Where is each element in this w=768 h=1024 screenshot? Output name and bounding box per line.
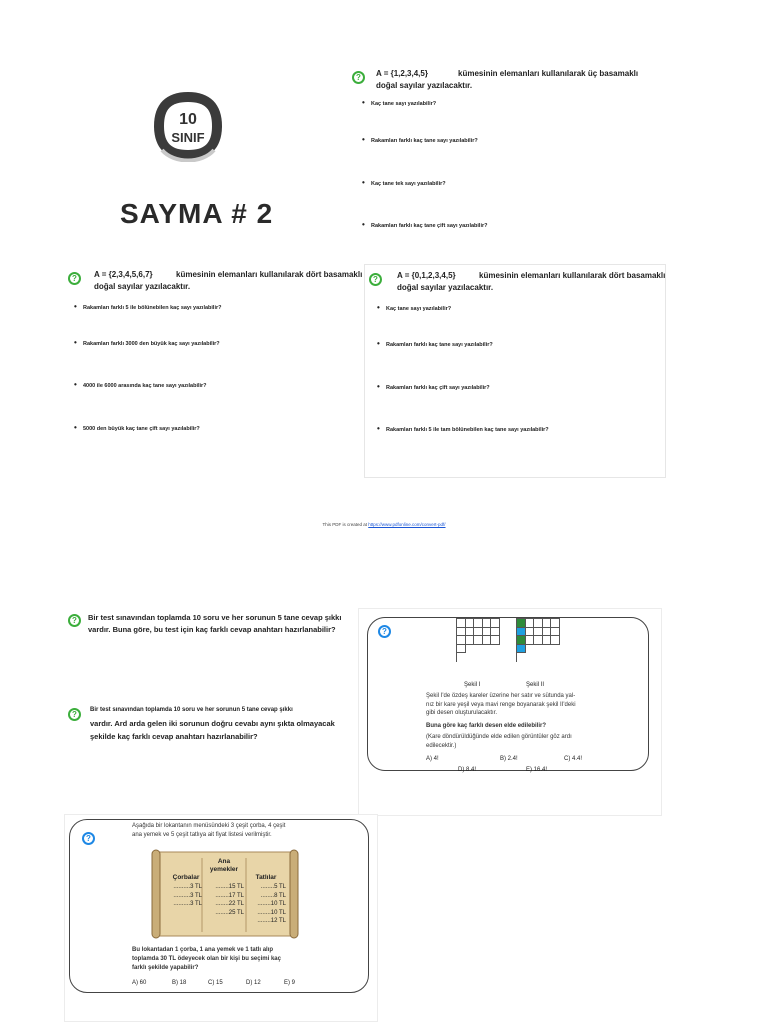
choice-b[interactable]: B) 18 <box>172 980 187 986</box>
desc-line-1: kümesinin elemanları kullanılarak dört basamaklı <box>479 271 666 280</box>
question-icon: ? <box>82 832 95 845</box>
set-description <box>94 269 363 293</box>
set-definition: A = {1,2,3,4,5} <box>376 69 428 78</box>
question-7-card <box>69 819 369 993</box>
list-item: • Rakamları farklı 3000 den büyük kaç sayı yazılabilir? <box>74 338 220 347</box>
desc-line-1: kümesinin elemanları kullanılarak üç basamaklı <box>458 69 639 78</box>
figure-2-label: Şekil II <box>526 682 545 688</box>
grid-figure-1 <box>456 618 500 662</box>
q6-text-line-2: nız bir kare yeşil veya mavi renge boyanarak şekil II'deki <box>426 701 576 708</box>
desc-line-1: kümesinin elemanları kullanılarak dört basamaklı <box>176 270 363 279</box>
choice-a[interactable]: A) 60 <box>132 980 147 986</box>
question-7-intro <box>132 822 285 839</box>
q7-line-3: farklı şekilde yapabilir? <box>132 965 199 971</box>
badge-number: 10 <box>179 111 197 128</box>
list-item: • 4000 ile 6000 arasında kaç tane sayı yazılabilir? <box>74 380 207 389</box>
q6-text-line-1: Şekil I'de özdeş kareler üzerine her satır ve sütunda yal- <box>426 693 576 699</box>
list-item: • Rakamları farklı 5 ile bölünebilen kaç sayı yazılabilir? <box>74 302 221 311</box>
question-3-panel <box>364 264 666 478</box>
list-item: • Kaç tane tek sayı yazılabilir? <box>362 178 446 187</box>
price-item: ........8 TL <box>260 892 286 899</box>
price-item: ..........3 TL <box>173 884 202 890</box>
question-6-prompt: Buna göre kaç farklı desen elde edilebilir? <box>426 723 547 729</box>
col-head-mains-1: Ana <box>217 858 231 865</box>
list-item: • Rakamları farklı kaç tane çift sayı yazılabilir? <box>362 220 487 229</box>
cover-panel <box>64 68 347 250</box>
choice-c[interactable]: C) 15 <box>208 980 223 986</box>
col-mains <box>204 883 244 917</box>
list-item: • Rakamları farklı 5 ile tam bölünebilen kaç tane sayı yazılabilir? <box>377 424 549 433</box>
price-item: ........25 TL <box>215 909 244 916</box>
choice-d[interactable]: D) 8.4! <box>458 767 477 773</box>
list-item: • Kaç tane sayı yazılabilir? <box>362 98 436 107</box>
list-item: • 5000 den büyük kaç tane çift sayı yazılabilir? <box>74 423 200 432</box>
col-soups <box>162 883 202 909</box>
question-6-outer <box>358 608 662 816</box>
figure-1-label: Şekil I <box>464 682 481 688</box>
col-desserts <box>246 883 286 926</box>
choice-e[interactable]: E) 9 <box>284 980 296 986</box>
grid-figure-2 <box>516 618 560 662</box>
question-icon: ? <box>68 272 81 285</box>
col-head-mains-2: yemekler <box>209 866 239 873</box>
price-item: ........17 TL <box>215 892 244 899</box>
price-item: ........10 TL <box>257 909 286 916</box>
badge-word: SINIF <box>171 130 205 145</box>
price-item: ........10 TL <box>257 901 286 907</box>
desc-line-2: doğal sayılar yazılacaktır. <box>376 81 473 90</box>
question-5-text <box>90 702 335 743</box>
q7-line-2: toplamda 30 TL ödeyecek olan bir kişi bu seçimi kaç <box>132 956 281 962</box>
q7-intro-line-2: ana yemek ve 5 çeşit tatlıya ait fiyat listesi verilmiştir. <box>132 831 272 838</box>
question-6-text <box>426 692 576 718</box>
price-item: ........22 TL <box>215 901 244 907</box>
set-description <box>397 270 666 294</box>
choice-e[interactable]: E) 16.4! <box>526 767 548 773</box>
question-icon: ? <box>68 614 81 627</box>
question-7-prompt <box>132 946 281 973</box>
question-4-panel <box>64 606 356 806</box>
q7-line-1: Bu lokantadan 1 çorba, 1 ana yemek ve 1 tatlı alıp <box>132 947 274 953</box>
list-item: • Rakamları farklı kaç tane sayı yazılabilir? <box>362 135 478 144</box>
choice-d[interactable]: D) 12 <box>246 980 261 986</box>
price-item: ........15 TL <box>215 884 244 890</box>
desc-line-2: doğal sayılar yazılacaktır. <box>397 283 494 292</box>
question-2-panel <box>64 264 364 474</box>
choice-c[interactable]: C) 4.4! <box>564 756 583 762</box>
question-icon: ? <box>68 708 81 721</box>
set-definition: A = {2,3,4,5,6,7} <box>94 270 153 279</box>
desc-line-2: doğal sayılar yazılacaktır. <box>94 282 191 291</box>
price-item: ........5 TL <box>260 884 286 890</box>
cover-title: SAYMA # 2 <box>120 198 274 229</box>
list-item: • Rakamları farklı kaç çift sayı yazılabilir? <box>377 382 490 391</box>
q5-line-1: Bir test sınavından toplamda 10 soru ve her sorunun 5 tane cevap şıkkı <box>90 707 293 713</box>
col-head-mains <box>204 858 244 874</box>
q6-text-line-3: gibi desen oluşturulacaktır. <box>426 710 498 716</box>
question-1-panel <box>348 66 658 246</box>
question-icon: ? <box>352 71 365 84</box>
question-icon: ? <box>378 625 391 638</box>
q5-line-3: şekilde kaç farklı cevap anahtarı hazırlanabilir? <box>90 732 258 741</box>
list-item: • Kaç tane sayı yazılabilir? <box>377 303 451 312</box>
q4-line-1: Bir test sınavından toplamda 10 soru ve her sorunun 5 tane cevap şıkkı <box>88 613 342 622</box>
list-item: • Rakamları farklı kaç tane sayı yazılabilir? <box>377 339 493 348</box>
question-6-note <box>426 733 572 750</box>
question-6-card <box>367 617 649 771</box>
footer-link[interactable]: https://www.pdfonline.com/convert-pdf/ <box>368 522 446 527</box>
question-4-text <box>88 612 341 636</box>
price-item: ........12 TL <box>257 918 286 924</box>
q6-note-line-1: (Kare döndürüldüğünde elde edilen görüntüler göz ardı <box>426 734 572 740</box>
col-head-desserts: Tatlılar <box>255 874 277 881</box>
q4-line-2: vardır. Buna göre, bu test için kaç farklı cevap anahtarı hazırlanabilir? <box>88 625 336 634</box>
price-item: ..........3 TL <box>173 892 202 899</box>
choice-b[interactable]: B) 2.4! <box>500 756 518 762</box>
q5-line-2: vardır. Ard arda gelen iki sorunun doğru cevabı aynı şıkta olmayacak <box>90 719 335 728</box>
q6-note-line-2: edilecektir.) <box>426 742 457 749</box>
q7-intro-line-1: Aşağıda bir lokantanın menüsündeki 3 çeşit çorba, 4 çeşit <box>132 823 286 829</box>
pdf-footer <box>0 522 768 527</box>
set-description <box>376 68 639 92</box>
footer-prefix: This PDF is created at <box>322 522 369 527</box>
set-definition: A = {0,1,2,3,4,5} <box>397 271 456 280</box>
choice-a[interactable]: A) 4! <box>426 756 439 762</box>
question-7-outer <box>64 814 378 1022</box>
price-item: ..........3 TL <box>173 901 202 907</box>
col-head-soups: Çorbalar <box>172 874 200 881</box>
question-icon: ? <box>369 273 382 286</box>
